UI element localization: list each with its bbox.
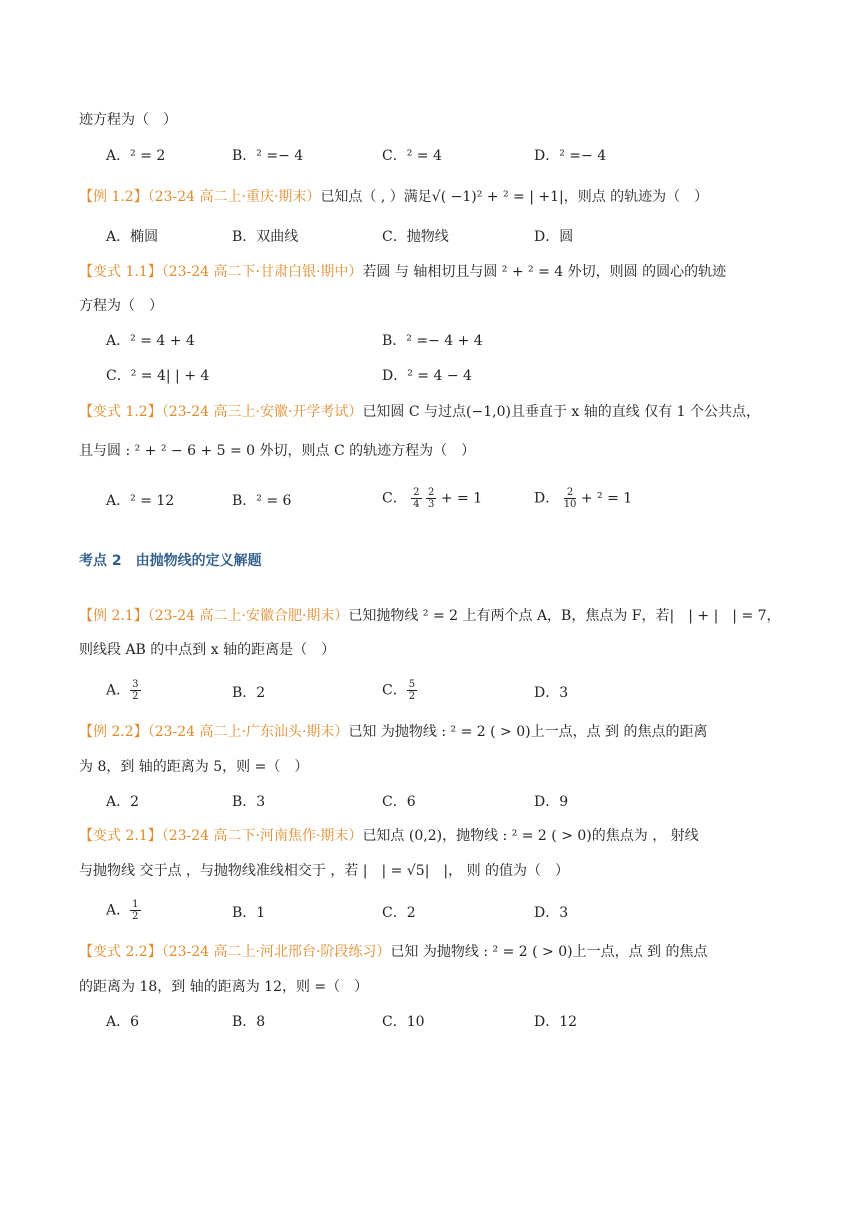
question-variant-2-1: 【变式 2.1】（23-24 高二下·河南焦作·期末）已知点 (0,2)，抛物线 : ² = 2 ( > 0)的焦点为 ， 射线 xyxy=(79,828,699,844)
question-ex-1-2: 【例 1.2】（23-24 高二上·重庆·期末）已知点（ , ）满足√( −1)² + ² = | +1|，则点 的轨迹为（ ） xyxy=(79,189,709,205)
question-ex-2-2-cont: 为 8，到 轴的距离为 5，则 =（ ） xyxy=(79,759,309,775)
question-variant-2-2: 【变式 2.2】（23-24 高二上·河北邢台·阶段练习）已知 为抛物线 : ² = 2 ( > 0)上一点，点 到 的焦点 xyxy=(79,944,708,960)
section-heading: 考点 2 由抛物线的定义解题 xyxy=(79,553,262,569)
options-row: A．椭圆 B．双曲线 C．抛物线 D．圆 xyxy=(106,229,574,245)
options-row: A．2 B．3 C．6 D．9 xyxy=(106,794,569,810)
options-row: C．² = 4| | + 4 D．² = 4 − 4 xyxy=(106,368,472,384)
question-continuation: 迹方程为（ ） xyxy=(79,112,177,128)
question-variant-1-2-cont: 且与圆 : ² + ² − 6 + 5 = 0 外切，则点 C 的轨迹方程为（ ） xyxy=(79,443,476,459)
options-row: A． $\frac{3}{2}$ B．2 C． $\frac{5}{2}$ D．3 xyxy=(106,679,569,702)
options-row: A．² = 4 + 4 B．² =− 4 + 4 xyxy=(106,333,483,349)
question-ex-2-2: 【例 2.2】（23-24 高二上·广东汕头·期末）已知 为抛物线 : ² = 2 ( > 0)上一点，点 到 的焦点的距离 xyxy=(79,724,708,740)
question-variant-2-2-cont: 的距离为 18，到 轴的距离为 12，则 =（ ） xyxy=(79,979,369,995)
option-d-fraction: D． $\frac{2}{10}$ + ² = 1 xyxy=(534,487,633,510)
options-row: A． $\frac{1}{2}$ B．1 C．2 D．3 xyxy=(106,899,569,922)
option-c-fraction: C． $\frac{2}{4}$ $\frac{2}{3}$ + = 1 xyxy=(382,487,483,510)
options-row: A．² = 12 B．² = 6 C． $\frac{2}{4}$ $\frac{2}{3}$ + = 1 D． $\frac{2}{10}$ + ² = 1 xyxy=(106,487,633,510)
question-ex-2-1-cont: 则线段 AB 的中点到 x 轴的距离是（ ） xyxy=(79,642,336,658)
question-variant-1-1: 【变式 1.1】（23-24 高二下·甘肃白银·期中）若圆 与 轴相切且与圆 ² + ² = 4 外切，则圆 的圆心的轨迹 xyxy=(79,264,727,280)
question-variant-2-1-cont: 与抛物线 交于点 ，与抛物线准线相交于 ，若 | | = √5| |， 则 的值为（ ） xyxy=(79,863,570,879)
options-row: A．² = 2 B．² =− 4 C．² = 4 D．² =− 4 xyxy=(106,148,607,164)
question-variant-1-1-cont: 方程为（ ） xyxy=(79,298,163,314)
question-ex-2-1: 【例 2.1】（23-24 高二上·安徽合肥·期末）已知抛物线 ² = 2 上有两个点 A，B，焦点为 F，若| | + | | = 7， xyxy=(79,608,781,624)
question-variant-1-2: 【变式 1.2】（23-24 高三上·安徽·开学考试）已知圆 C 与过点(−1,0)且垂直于 x 轴的直线 仅有 1 个公共点， xyxy=(79,404,761,420)
options-row: A．6 B．8 C．10 D．12 xyxy=(106,1014,578,1030)
